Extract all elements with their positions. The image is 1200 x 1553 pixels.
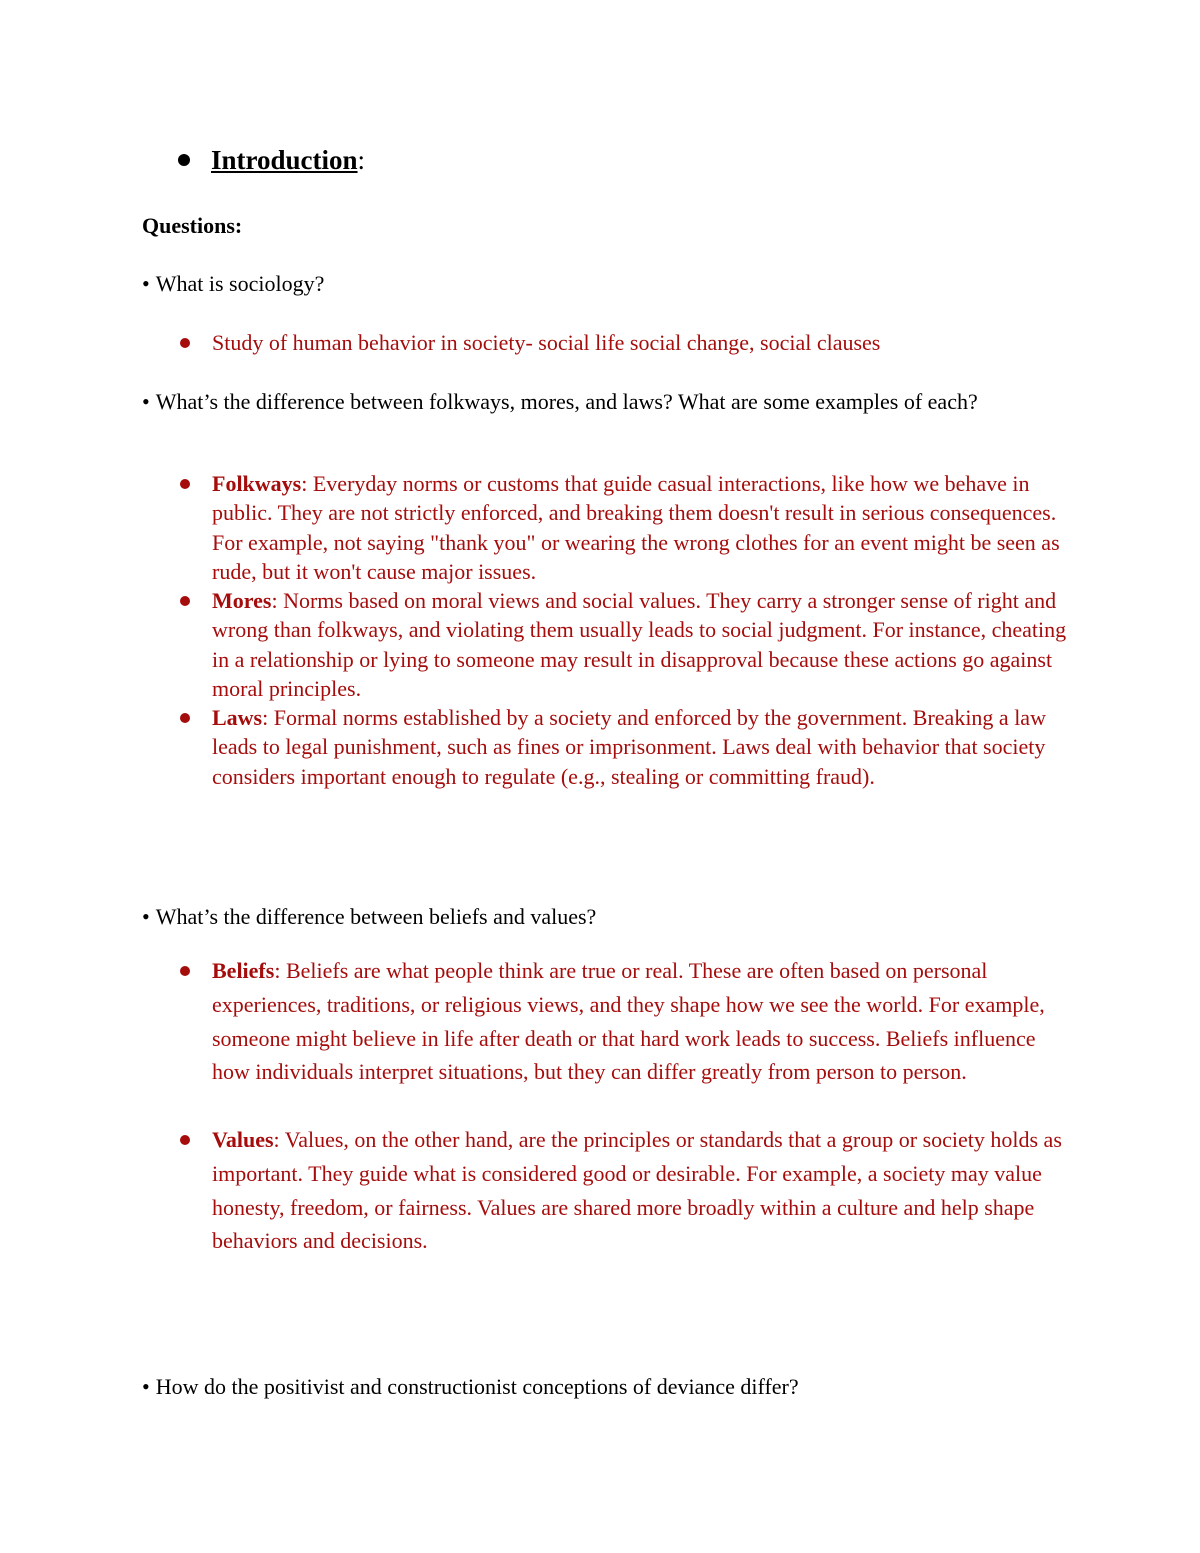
bullet-dot-icon: [180, 596, 190, 606]
questions-label: Questions:: [142, 213, 243, 238]
bullet-dot-icon: [180, 966, 190, 976]
question-bullet: •: [142, 389, 150, 414]
answer-text: Study of human behavior in society- social life social change, social clauses: [212, 330, 881, 355]
question-bullet: •: [142, 904, 150, 929]
answer-text: : Beliefs are what people think are true or real. These are often based on personal experiences, traditions, or religious views, and they shape how we see the world. For example, someone might believe in life after death or that hard work leads to success. Beliefs influence how individuals interpret situations, but they can differ greatly from person to person.: [212, 958, 1045, 1085]
answer-term: Mores: [212, 588, 272, 613]
answer-values: [212, 1123, 1072, 1258]
answer-text: : Formal norms established by a society and enforced by the government. Breaking a law leads to legal punishment, such as fines or imprisonment. Laws deal with behavior that society considers important enough to regulate (e.g., stealing or committing fraud).: [212, 705, 1046, 789]
answer-term: Values: [212, 1127, 274, 1152]
question-text: What’s the difference between beliefs and values?: [155, 904, 597, 929]
answer-text: : Everyday norms or customs that guide casual interactions, like how we behave in public. They are not strictly enforced, and breaking them doesn't result in serious consequences. For example, not saying "thank you" or wearing the wrong clothes for an event might be seen as rude, but it won't cause major issues.: [212, 471, 1060, 584]
bullet-dot-icon: [180, 713, 190, 723]
answer-laws: [212, 703, 1072, 791]
answer-text: : Values, on the other hand, are the principles or standards that a group or society holds as important. They guide what is considered good or desirable. For example, a society may value honesty, freedom, or fairness. Values are shared more broadly within a culture and help shape behaviors and decisions.: [212, 1127, 1062, 1254]
question-norms: [142, 387, 1062, 416]
answer-beliefs: [212, 954, 1072, 1089]
answer-mores: [212, 586, 1072, 703]
answer-term: Laws: [212, 705, 263, 730]
bullet-dot-icon: [180, 479, 190, 489]
answer-term: Folkways: [212, 471, 302, 496]
section-title-suffix: :: [357, 145, 366, 175]
question-bullet: •: [142, 1374, 150, 1399]
question-deviance: [142, 1372, 1062, 1401]
bullet-dot-icon: [178, 154, 190, 166]
question-text: What is sociology?: [155, 271, 325, 296]
section-title: Introduction: [211, 145, 358, 175]
bullet-dot-icon: [180, 1135, 190, 1145]
bullet-dot-icon: [180, 338, 190, 348]
question-bullet: •: [142, 271, 150, 296]
question-beliefs-values: [142, 902, 1062, 931]
answer-text: : Norms based on moral views and social values. They carry a stronger sense of right and wrong than folkways, and violating them usually leads to social judgment. For instance, cheating in a relationship or lying to someone may result in disapproval because these actions go against moral principles.: [212, 588, 1067, 701]
question-sociology: [142, 269, 1062, 298]
section-heading: [178, 142, 365, 178]
question-text: How do the positivist and constructionist conceptions of deviance differ?: [155, 1374, 799, 1399]
answer-sociology: [212, 328, 1072, 357]
answer-folkways: [212, 469, 1072, 586]
question-text: What’s the difference between folkways, mores, and laws? What are some examples of each?: [155, 389, 978, 414]
answer-term: Beliefs: [212, 958, 275, 983]
